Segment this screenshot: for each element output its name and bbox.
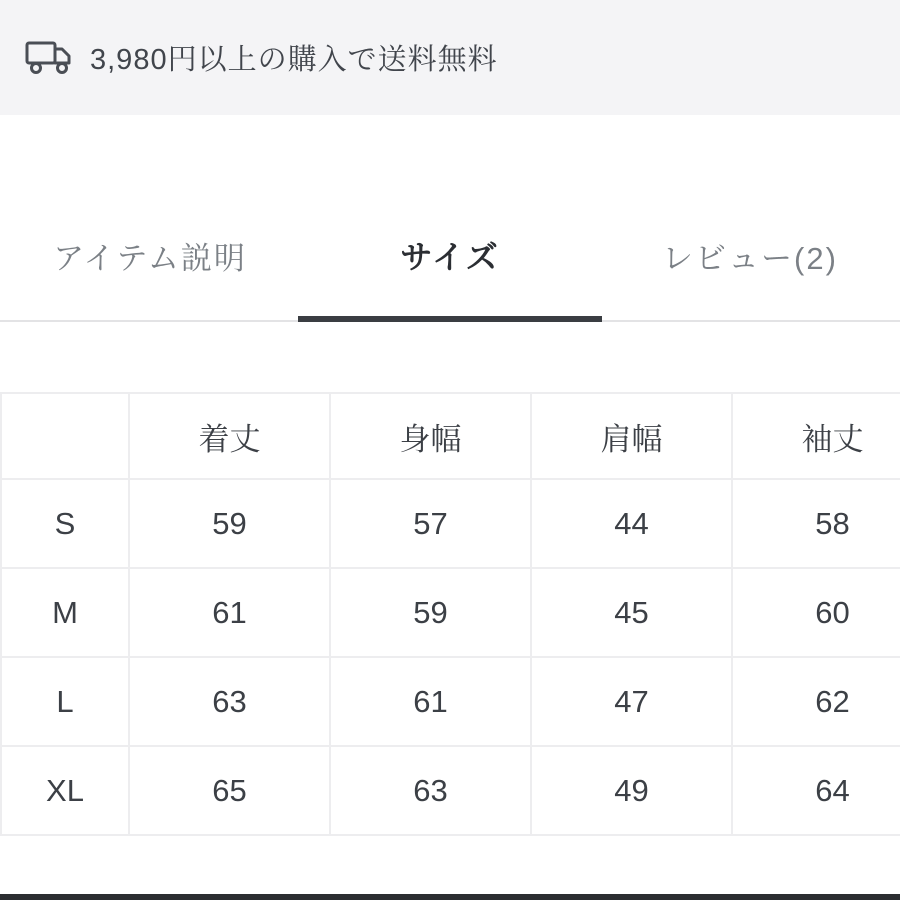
size-label-cell: S <box>1 479 129 568</box>
size-table-scroll[interactable] <box>0 392 900 836</box>
header-body-length: 着丈 <box>129 393 330 479</box>
size-value-cell: 64 <box>732 746 900 835</box>
header-corner-cell <box>1 393 129 479</box>
size-value-cell: 45 <box>531 568 732 657</box>
bottom-bar <box>0 894 900 900</box>
truck-icon <box>25 39 73 77</box>
table-row <box>1 479 900 568</box>
size-value-cell: 59 <box>330 568 531 657</box>
size-label-cell: XL <box>1 746 129 835</box>
free-shipping-text: 3,980円以上の購入で送料無料 <box>90 44 498 76</box>
size-value-cell: 49 <box>531 746 732 835</box>
size-value-cell: 59 <box>129 479 330 568</box>
free-shipping-banner <box>0 0 900 115</box>
size-value-cell: 63 <box>330 746 531 835</box>
table-row <box>1 568 900 657</box>
tab-reviews-label: レビュー(2) <box>662 240 838 276</box>
size-value-cell: 62 <box>732 657 900 746</box>
size-value-cell: 61 <box>330 657 531 746</box>
header-body-width: 身幅 <box>330 393 531 479</box>
tab-reviews[interactable] <box>600 190 900 320</box>
size-value-cell: 61 <box>129 568 330 657</box>
tab-item-description[interactable] <box>0 190 300 320</box>
table-row <box>1 746 900 835</box>
header-shoulder-width: 肩幅 <box>531 393 732 479</box>
tab-size[interactable] <box>300 190 600 320</box>
size-value-cell: 60 <box>732 568 900 657</box>
tab-size-label: サイズ <box>400 239 500 275</box>
size-value-cell: 65 <box>129 746 330 835</box>
size-value-cell: 58 <box>732 479 900 568</box>
tab-bar <box>0 190 900 322</box>
size-label-cell: M <box>1 568 129 657</box>
size-value-cell: 63 <box>129 657 330 746</box>
size-value-cell: 47 <box>531 657 732 746</box>
size-table-header-row <box>1 393 900 479</box>
table-row <box>1 657 900 746</box>
size-label-cell: L <box>1 657 129 746</box>
active-tab-underline <box>298 316 602 322</box>
size-value-cell: 57 <box>330 479 531 568</box>
size-value-cell: 44 <box>531 479 732 568</box>
size-table <box>0 392 900 836</box>
tab-item-description-label: アイテム説明 <box>53 240 247 276</box>
header-sleeve-length: 袖丈 <box>732 393 900 479</box>
